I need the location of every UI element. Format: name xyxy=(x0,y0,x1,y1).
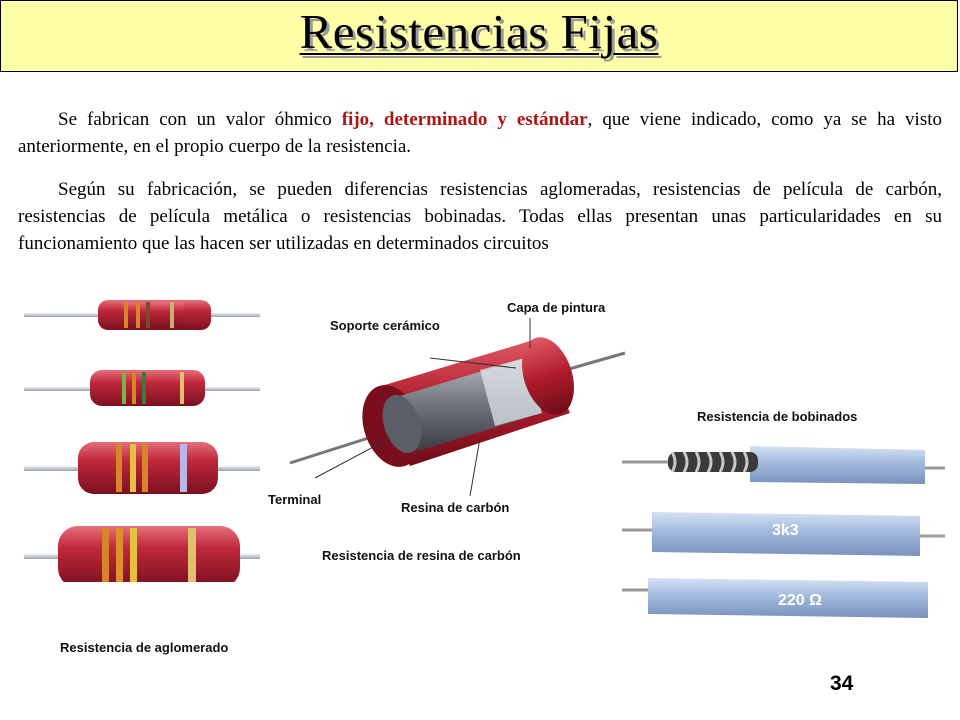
agglomerated-caption: Resistencia de aglomerado xyxy=(60,640,229,655)
callout-terminal: Terminal xyxy=(268,492,322,507)
wirewound-marking-220: 220 Ω xyxy=(778,592,822,609)
intro-highlight: fijo, determinado y estándar xyxy=(341,109,588,130)
agglomerated-resistor-xlarge xyxy=(24,526,260,582)
page-title: Resistencias Fijas xyxy=(299,4,659,59)
fabrication-paragraph: Según su fabricación, se pueden diferencias resistencias aglomeradas, resistencias de película de carbón, resistencias de película metálica o resistencias bobinadas. Todas ellas presentan unas particularidades en su funcionamiento que las hacen ser utilizadas en determinados circuitos xyxy=(18,179,942,254)
callout-ceramic-support: Soporte cerámico xyxy=(330,318,440,333)
title-banner xyxy=(0,0,958,72)
intro-paragraph xyxy=(18,106,942,160)
agglomerated-resistor-medium xyxy=(24,370,260,406)
intro-text-end: , que viene indicado, como ya se ha visto anteriormente, en el propio cuerpo de la resistencia. xyxy=(18,109,942,157)
callout-carbon-resin: Resina de carbón xyxy=(401,500,510,515)
intro-text-start: Se fabrican con un valor óhmico xyxy=(58,109,342,130)
agglomerated-resistor-large xyxy=(24,442,260,494)
carbon-caption: Resistencia de resina de carbón xyxy=(322,548,521,563)
agglomerated-resistor-small xyxy=(24,300,260,330)
wirewound-caption: Resistencia de bobinados xyxy=(697,409,858,424)
page-number: 34 xyxy=(830,672,854,695)
callout-paint-layer: Capa de pintura xyxy=(507,300,606,315)
wirewound-marking-3k3: 3k3 xyxy=(772,522,799,539)
agglomerated-resistors-illustration xyxy=(20,292,265,582)
carbon-resistor-cutaway-illustration xyxy=(280,318,630,498)
wire-coil xyxy=(668,452,758,472)
